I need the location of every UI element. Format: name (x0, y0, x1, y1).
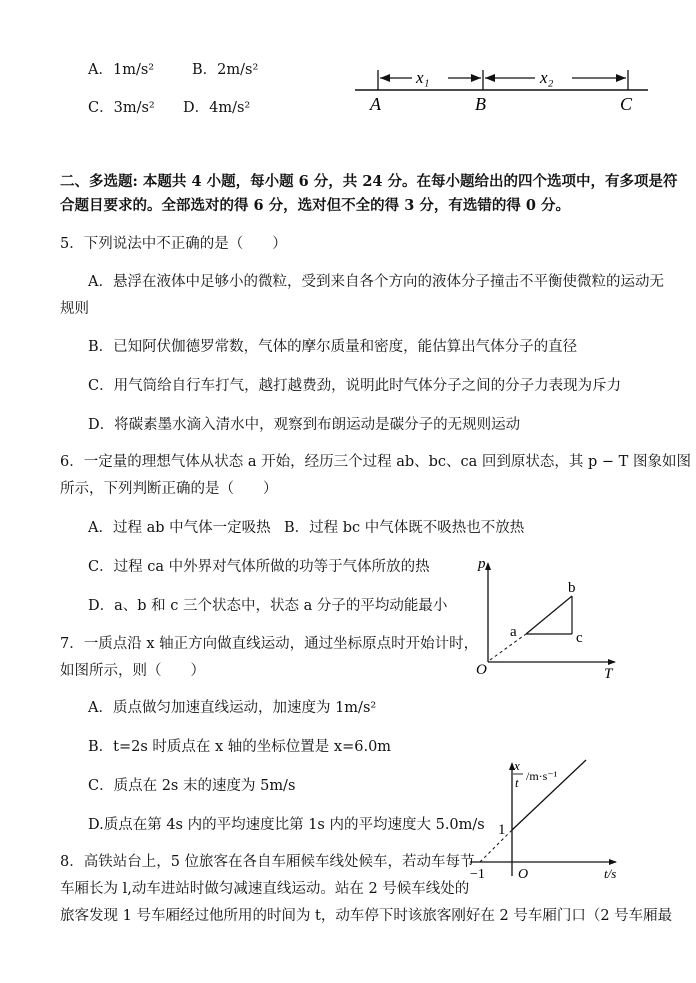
y-label-numerator: x (514, 758, 520, 773)
q6-stem-line2: 所示，下列判断正确的是（ ） (60, 481, 278, 497)
section-header-line2: 合题目要求的。全部选对的得 6 分，选对但不全的得 3 分，有选错的得 0 分。 (60, 197, 571, 214)
p-axis-label: p (478, 556, 486, 572)
extension-dashed-line (490, 634, 526, 660)
q7-option-d: D.质点在第 4s 内的平均速度比第 1s 内的平均速度大 5.0m/s (88, 817, 485, 833)
x1-label: x₁ (416, 68, 430, 87)
y-label-denominator: t (515, 775, 519, 790)
time-axis-label: t/s (604, 866, 617, 881)
x2-label: x₂ (540, 68, 554, 87)
q8-line3: 旅客发现 1 号车厢经过他所用的时间为 t，动车停下时该旅客刚好在 2 号车厢门口（2 号车厢最 (60, 908, 673, 924)
option-b: B．2m/s² (192, 62, 259, 78)
q7-option-a: A．质点做匀加速直线运动，加速度为 1m/s² (88, 700, 377, 716)
origin-label: O (476, 662, 487, 678)
q5-option-a-line1: A．悬浮在液体中足够小的微粒，受到来自各个方向的液体分子撞击不平衡使微粒的运动无 (88, 274, 664, 290)
extension-dashed-line (480, 830, 512, 862)
q7-stem-line2: 如图所示，则（ ） (60, 663, 205, 679)
q5-option-d: D．将碳素墨水滴入清水中，观察到布朗运动是碳分子的无规则运动 (88, 417, 521, 433)
segment-diagram (350, 62, 650, 118)
state-a-label: a (510, 624, 517, 640)
q7-option-c: C．质点在 2s 末的速度为 5m/s (88, 778, 296, 794)
q6-option-b: B．过程 bc 中气体既不吸热也不放热 (284, 520, 525, 536)
q7-option-b: B．t=2s 时质点在 x 轴的坐标位置是 x=6.0m (88, 739, 392, 755)
origin-label: O (518, 867, 529, 882)
intercept-label: 1 (498, 822, 506, 838)
q8-line2: 车厢长为 l,动车进站时做匀减速直线运动。站在 2 号候车线处的 (60, 881, 470, 897)
q5-option-c: C．用气筒给自行车打气，越打越费劲，说明此时气体分子之间的分子力表现为斥力 (88, 378, 622, 394)
q5-option-b: B．已知阿伏伽德罗常数，气体的摩尔质量和密度，能估算出气体分子的直径 (88, 339, 578, 355)
q6-option-d: D．a、b 和 c 三个状态中，状态 a 分子的平均动能最小 (88, 598, 448, 614)
point-b-label: B (475, 94, 486, 114)
q7-stem-line1: 7．一质点沿 x 轴正方向做直线运动，通过坐标原点时开始计时， (60, 636, 479, 652)
section-header-line1: 二、多选题: 本题共 4 小题，每小题 6 分，共 24 分。在每小题给出的四个选项中，有多项是符 (60, 173, 678, 190)
point-a-label: A (370, 94, 381, 114)
minus-one-label: −1 (470, 867, 485, 882)
xt-t-diagram (456, 758, 642, 884)
point-c-label: C (620, 94, 633, 114)
state-b-label: b (568, 580, 576, 596)
q5-stem: 5．下列说法中不正确的是（ ） (60, 236, 287, 252)
pt-diagram (470, 550, 620, 685)
y-label-unit: /m·s⁻¹ (526, 769, 558, 783)
t-axis-label: T (604, 666, 613, 682)
q6-option-c: C．过程 ca 中外界对气体所做的功等于气体所放的热 (88, 559, 430, 575)
option-a: A．1m/s² (88, 62, 155, 78)
q6-stem-line1: 6．一定量的理想气体从状态 a 开始，经历三个过程 ab、bc、ca 回到原状态，其 p − T 图象如图 (60, 454, 691, 470)
process-ab (526, 596, 572, 634)
state-c-label: c (576, 630, 583, 646)
option-c: C．3m/s² (88, 100, 155, 116)
q5-option-a-line2: 规则 (60, 301, 89, 317)
option-d: D．4m/s² (183, 100, 251, 116)
q8-line1: 8．高铁站台上，5 位旅客在各自车厢候车线处候车，若动车每节 (60, 854, 475, 870)
q6-option-a: A．过程 ab 中气体一定吸热 (88, 520, 271, 536)
